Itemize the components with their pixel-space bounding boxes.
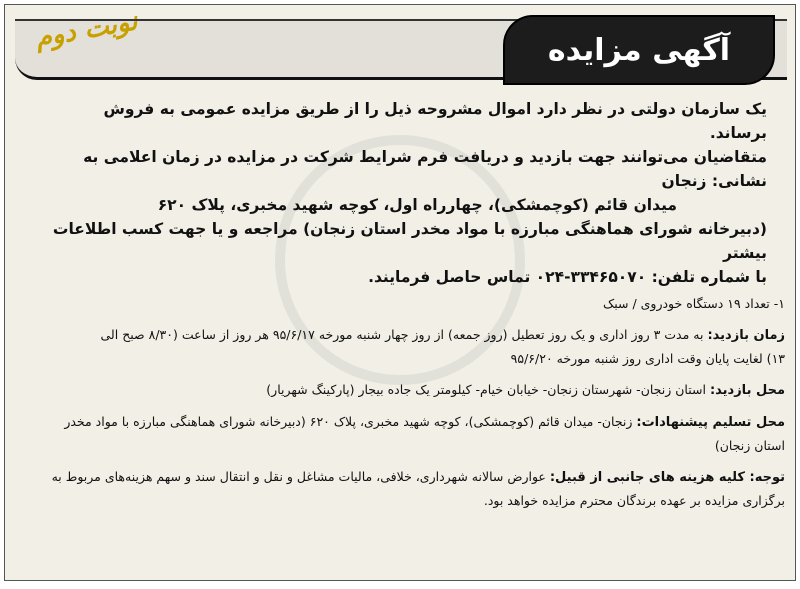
delivery-text: زنجان- میدان قائم (کوچمشکی)، کوچه شهید مخبری، پلاک ۶۲۰ (دبیرخانه شورای هماهنگی مبارزه با مواد مخدر	[64, 414, 633, 429]
note	[19, 465, 785, 489]
delivery-label: محل تسلیم پیشنهادات:	[636, 415, 785, 430]
intro-line-4: (دبیرخانه شورای هماهنگی مبارزه با مواد مخدر استان زنجان) مراجعه و یا جهت کسب اطلاعات بیشتر	[52, 220, 767, 262]
details-section	[19, 292, 785, 512]
visit-place-text: استان زنجان- شهرستان زنجان- خیابان خیام- کیلومتر یک جاده بیجار (پارکینگ شهریار)	[266, 382, 706, 397]
intro-line-1: یک سازمان دولتی در نظر دارد اموال مشروحه ذیل را از طریق مزایده عمومی به فروش برساند.	[103, 100, 767, 142]
note-cont: برگزاری مزایده بر عهده برندگان محترم مزایده خواهد بود.	[483, 493, 785, 508]
delivery-place	[19, 410, 785, 434]
intro-paragraph	[45, 97, 767, 289]
visit-time	[19, 323, 785, 347]
visit-time-label: زمان بازدید:	[707, 328, 785, 343]
intro-line-3: میدان قائم (کوچمشکی)، چهارراه اول، کوچه شهید مخبری، پلاک ۶۲۰	[157, 196, 677, 214]
note-label: توجه: کلیه هزینه های جانبی از قبیل:	[549, 470, 785, 485]
intro-line-5: با شماره تلفن: ۳۳۴۶۵۰۷۰-۰۲۴ تماس حاصل فرمایند.	[368, 268, 767, 286]
round-badge: نوبت دوم	[33, 6, 140, 54]
title-box	[503, 15, 775, 85]
notice-title: آگهی مزایده	[547, 32, 731, 68]
visit-time-text: به مدت ۳ روز اداری و یک روز تعطیل (روز جمعه) از روز چهار شنبه مورخه ۹۵/۶/۱۷ هر روز از ساعت (۸/۳۰ صبح الی	[100, 327, 704, 342]
delivery-cont: استان زنجان)	[714, 438, 785, 453]
visit-time-cont: ۱۳) لغایت پایان وقت اداری روز شنبه مورخه ۹۵/۶/۲۰	[510, 351, 785, 366]
note-text: عوارض سالانه شهرداری، خلافی، مالیات مشاغل و نقل و انتقال سند و سهم هزینه‌های مربوط به	[51, 469, 546, 484]
intro-line-2: متقاضیان می‌توانند جهت بازدید و دریافت فرم شرایط شرکت در مزایده در زمان اعلامی به نشانی: زنجان	[83, 148, 767, 190]
item-1: ۱- تعداد ۱۹ دستگاه خودروی / سبک	[603, 296, 785, 311]
visit-place-label: محل بازدید:	[709, 383, 785, 398]
auction-notice	[4, 4, 796, 581]
visit-place	[19, 378, 785, 402]
